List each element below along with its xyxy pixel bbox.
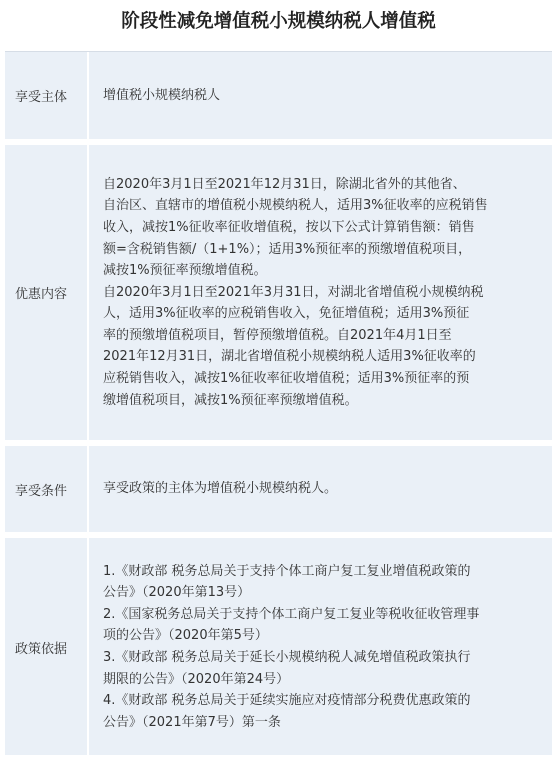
content-line: 项的公告》（2020年第5号） bbox=[103, 628, 268, 644]
content-line: 3.《财政部 税务总局关于延长小规模纳税人减免增值税政策执行 bbox=[103, 650, 471, 665]
content-line: 自治区、直辖市的增值税小规模纳税人，适用3%征收率的应税销售 bbox=[103, 198, 488, 214]
row-content-subject bbox=[87, 52, 552, 139]
content-line: 享受政策的主体为增值税小规模纳税人。 bbox=[103, 481, 338, 497]
content-line: 收入，减按1%征收率征收增值税，按以下公式计算销售额：销售 bbox=[103, 219, 475, 235]
content-line: 自2020年3月1日至2021年3月31日，对湖北省增值税小规模纳税 bbox=[103, 284, 484, 300]
content-line: 率的预缴增值税项目，暂停预缴增值税。自2021年4月1日至 bbox=[103, 327, 452, 343]
row-subject bbox=[5, 52, 552, 139]
content-line: 公告》（2021年第7号）第一条 bbox=[103, 714, 281, 730]
content-line: 1.《财政部 税务总局关于支持个体工商户复工复业增值税政策的 bbox=[103, 563, 471, 579]
content-line: 缴增值税项目，减按1%预征率预缴增值税。 bbox=[103, 392, 358, 408]
content-line: 4.《财政部 税务总局关于延续实施应对疫情部分税费优惠政策的 bbox=[103, 693, 471, 709]
row-label-basis: 政策依据 bbox=[15, 641, 68, 657]
row-basis bbox=[5, 538, 552, 756]
row-label-benefit: 优惠内容 bbox=[15, 287, 68, 302]
content-line: 自2020年3月1日至2021年12月31日，除湖北省外的其他省、 bbox=[103, 176, 466, 192]
row-content-benefit bbox=[87, 145, 552, 440]
row-benefit bbox=[5, 145, 552, 440]
page-title: 阶段性减免增值税小规模纳税人增值税 bbox=[121, 11, 436, 32]
row-label-condition: 享受条件 bbox=[15, 483, 68, 499]
content-line: 增值税小规模纳税人 bbox=[103, 87, 221, 103]
content-line: 应税销售收入，减按1%征收率征收增值税；适用3%预征率的预 bbox=[103, 371, 470, 387]
content-line: 人，适用3%征收率的应税销售收入，免征增值税；适用3%预征 bbox=[103, 306, 470, 322]
content-line: 额=含税销售额/（1+1%）；适用3%预征率的预缴增值税项目， bbox=[103, 241, 472, 257]
row-content-basis bbox=[87, 538, 552, 756]
content-line: 2021年12月31日，湖北省增值税小规模纳税人适用3%征收率的 bbox=[103, 349, 476, 365]
content-line: 期限的公告》（2020年第24号） bbox=[103, 671, 290, 687]
content-line: 公告》（2020年第13号） bbox=[103, 585, 251, 601]
content-line: 2.《国家税务总局关于支持个体工商户复工复业等税收征收管理事 bbox=[103, 606, 480, 622]
content-line: 减按1%预征率预缴增值税。 bbox=[103, 263, 267, 279]
row-content-condition bbox=[87, 446, 552, 532]
policy-table bbox=[5, 51, 552, 755]
row-condition bbox=[5, 446, 552, 532]
row-label-subject: 享受主体 bbox=[15, 90, 68, 105]
